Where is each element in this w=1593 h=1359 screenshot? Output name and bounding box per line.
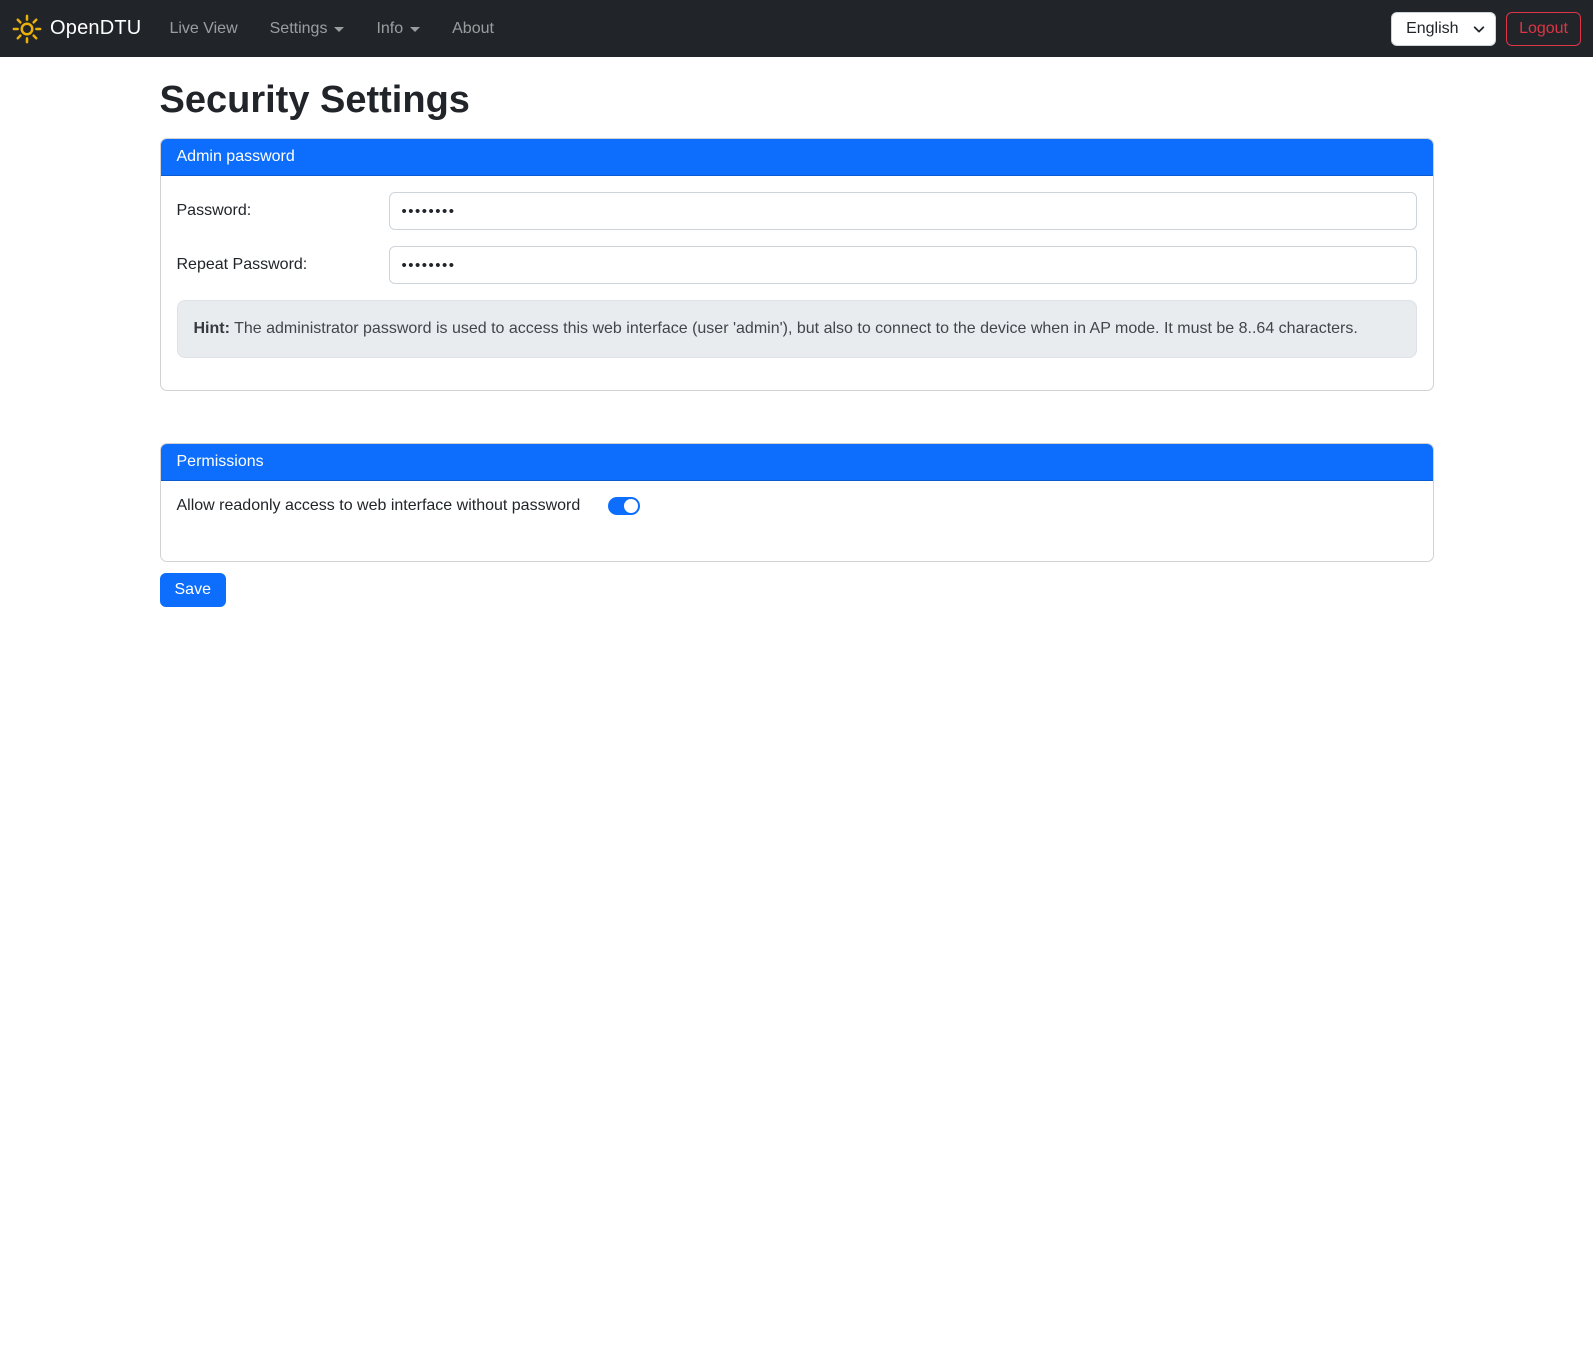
nav-item-live-view[interactable] [161, 12, 245, 46]
permissions-card-header: Permissions [161, 444, 1433, 481]
nav-item-info[interactable] [368, 12, 428, 46]
save-button[interactable]: Save [160, 573, 226, 607]
brand-label: OpenDTU [50, 17, 142, 39]
chevron-down-icon [334, 27, 344, 32]
nav-item-label: Live View [169, 19, 238, 37]
repeat-password-input[interactable] [389, 246, 1417, 284]
readonly-access-toggle[interactable] [608, 497, 640, 515]
admin-password-card-body [161, 176, 1433, 390]
sun-icon [12, 14, 42, 44]
password-hint [177, 300, 1417, 358]
language-select-wrap [1391, 12, 1496, 46]
nav-item-label: Info [376, 19, 404, 37]
nav-item-label: About [452, 19, 494, 37]
hint-text: The administrator password is used to access this web interface (user 'admin'), but also to connect to the device when in AP mode. It must be 8..64 characters. [229, 320, 1358, 337]
repeat-password-row [177, 246, 1417, 284]
top-navbar [0, 0, 1593, 57]
readonly-access-row [177, 497, 1417, 515]
admin-password-card [160, 138, 1434, 391]
nav-item-label: Settings [269, 19, 328, 37]
nav-item-about[interactable] [444, 12, 502, 46]
nav-item-settings[interactable] [262, 12, 353, 46]
repeat-password-label: Repeat Password: [176, 256, 308, 273]
nav-links [153, 12, 1391, 46]
main-container [160, 79, 1434, 607]
admin-password-card-header: Admin password [161, 139, 1433, 176]
hint-prefix: Hint: [193, 320, 230, 337]
password-label: Password: [176, 202, 252, 219]
logout-button[interactable]: Logout [1506, 12, 1581, 46]
brand[interactable] [12, 14, 141, 44]
toggle-knob [624, 499, 638, 513]
spacer [160, 391, 1434, 443]
page-title: Security Settings [159, 79, 470, 121]
language-select[interactable] [1391, 12, 1496, 46]
permissions-card [160, 443, 1434, 562]
password-input[interactable] [389, 192, 1417, 230]
permissions-card-body [161, 481, 1433, 561]
password-row [177, 192, 1417, 230]
chevron-down-icon [410, 27, 420, 32]
navbar-right [1391, 12, 1581, 46]
readonly-access-label: Allow readonly access to web interface without password [176, 497, 581, 515]
